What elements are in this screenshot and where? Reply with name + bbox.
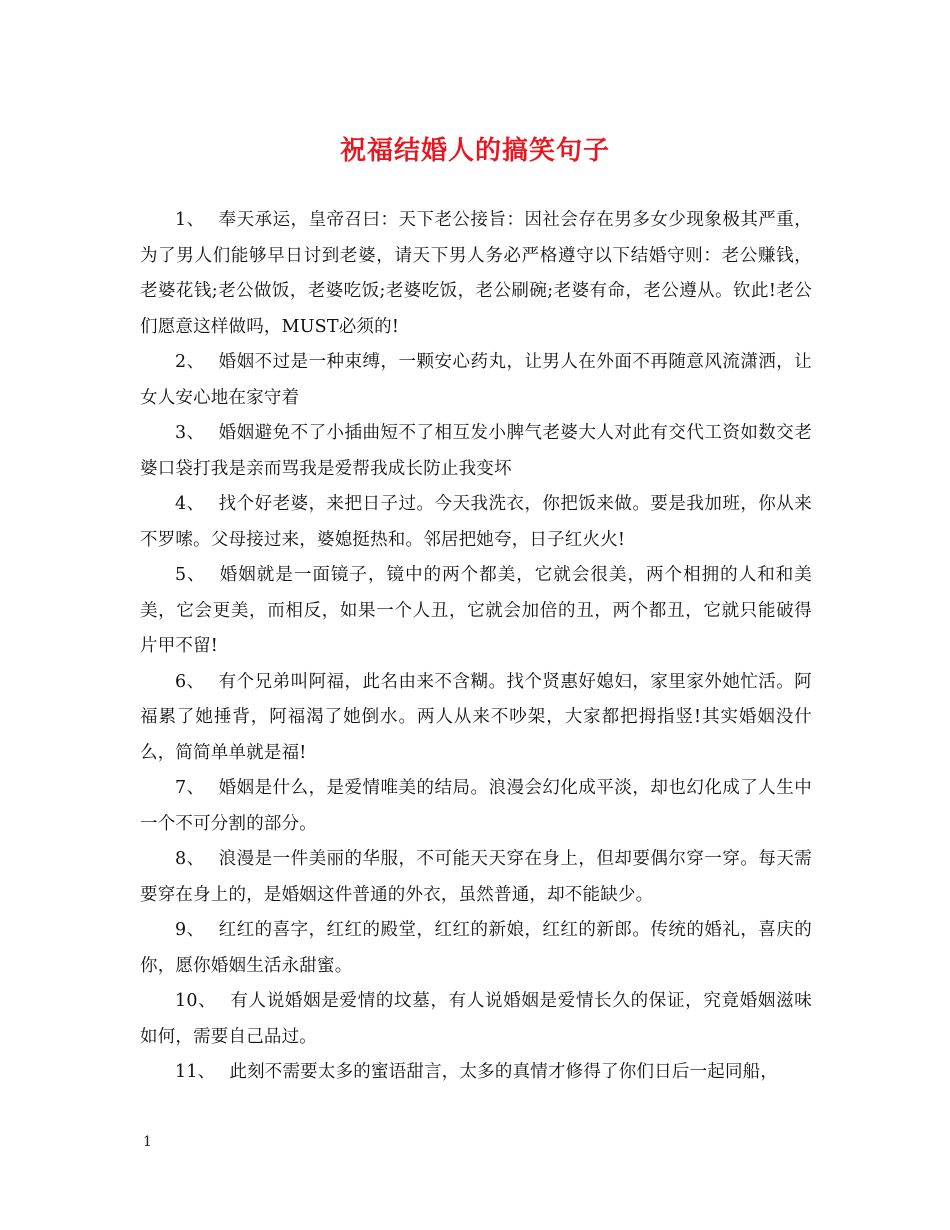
paragraph-number: 7、 (175, 778, 205, 798)
paragraph-5 (140, 558, 812, 665)
paragraph-1 (140, 203, 812, 345)
paragraph-text: 红红的喜字，红红的殿堂，红红的新娘，红红的新郎。传统的婚礼，喜庆的你，愿你婚姻生活永甜蜜。 (140, 920, 812, 976)
paragraph-text: 奉天承运，皇帝召曰：天下老公接旨：因社会存在男多女少现象极其严重，为了男人们能够早日讨到老婆，请天下男人务必严格遵守以下结婚守则：老公赚钱，老婆花钱;老公做饭，老婆吃饭;老婆吃饭，老公刷碗;老婆有命，老公遵从。钦此!老公们愿意这样做吗，MUST必须的! (140, 210, 812, 337)
paragraph-text: 婚姻是什么，是爱情唯美的结局。浪漫会幻化成平淡，却也幻化成了人生中一个不可分割的部分。 (140, 778, 812, 834)
paragraph-4 (140, 487, 812, 558)
paragraph-9 (140, 913, 812, 984)
document-body (140, 203, 812, 1091)
paragraph-3 (140, 416, 812, 487)
paragraph-text: 找个好老婆，来把日子过。今天我洗衣，你把饭来做。要是我加班，你从来不罗嗦。父母接过来，婆媳挺热和。邻居把她夸，日子红火火! (140, 494, 812, 550)
paragraph-text: 有人说婚姻是爱情的坟墓，有人说婚姻是爱情长久的保证，究竟婚姻滋味如何，需要自己品过。 (140, 991, 812, 1047)
paragraph-7 (140, 771, 812, 842)
paragraph-10 (140, 984, 812, 1055)
paragraph-number: 1、 (175, 210, 205, 230)
paragraph-number: 6、 (175, 671, 205, 692)
document-title: 祝福结婚人的搞笑句子 (339, 136, 610, 166)
paragraph-number: 8、 (175, 849, 205, 869)
paragraph-text: 婚姻就是一面镜子，镜中的两个都美，它就会很美，两个相拥的人和和美美，它会更美，而相反，如果一个人丑，它就会加倍的丑，两个都丑，它就只能破得片甲不留! (140, 565, 812, 656)
paragraph-text: 浪漫是一件美丽的华服，不可能天天穿在身上，但却要偶尔穿一穿。每天需要穿在身上的，是婚姻这件普通的外衣，虽然普通，却不能缺少。 (140, 849, 812, 905)
paragraph-8 (140, 842, 812, 913)
paragraph-6 (140, 665, 812, 772)
paragraph-text: 婚姻避免不了小插曲短不了相互发小脾气老婆大人对此有交代工资如数交老婆口袋打我是亲而骂我是爱帮我成长防止我变坏 (140, 423, 812, 479)
paragraph-number: 10、 (175, 991, 217, 1011)
paragraph-text: 此刻不需要太多的蜜语甜言，太多的真情才修得了你们日后一起同船， (229, 1062, 779, 1082)
paragraph-text: 婚姻不过是一种束缚，一颗安心药丸，让男人在外面不再随意风流潇洒，让女人安心地在家守着 (140, 352, 812, 408)
paragraph-text: 有个兄弟叫阿福，此名由来不含糊。找个贤惠好媳妇，家里家外她忙活。阿福累了她捶背，阿福渴了她倒水。两人从来不吵架，大家都把拇指竖!其实婚姻没什么，简简单单就是福! (140, 671, 812, 763)
page-number: 1 (143, 1134, 152, 1150)
paragraph-number: 4、 (175, 494, 205, 514)
paragraph-number: 5、 (175, 565, 206, 585)
paragraph-11 (140, 1055, 812, 1091)
paragraph-number: 11、 (175, 1062, 216, 1082)
paragraph-number: 9、 (175, 920, 205, 940)
paragraph-number: 2、 (175, 352, 205, 372)
paragraph-2 (140, 345, 812, 416)
paragraph-number: 3、 (175, 423, 205, 443)
